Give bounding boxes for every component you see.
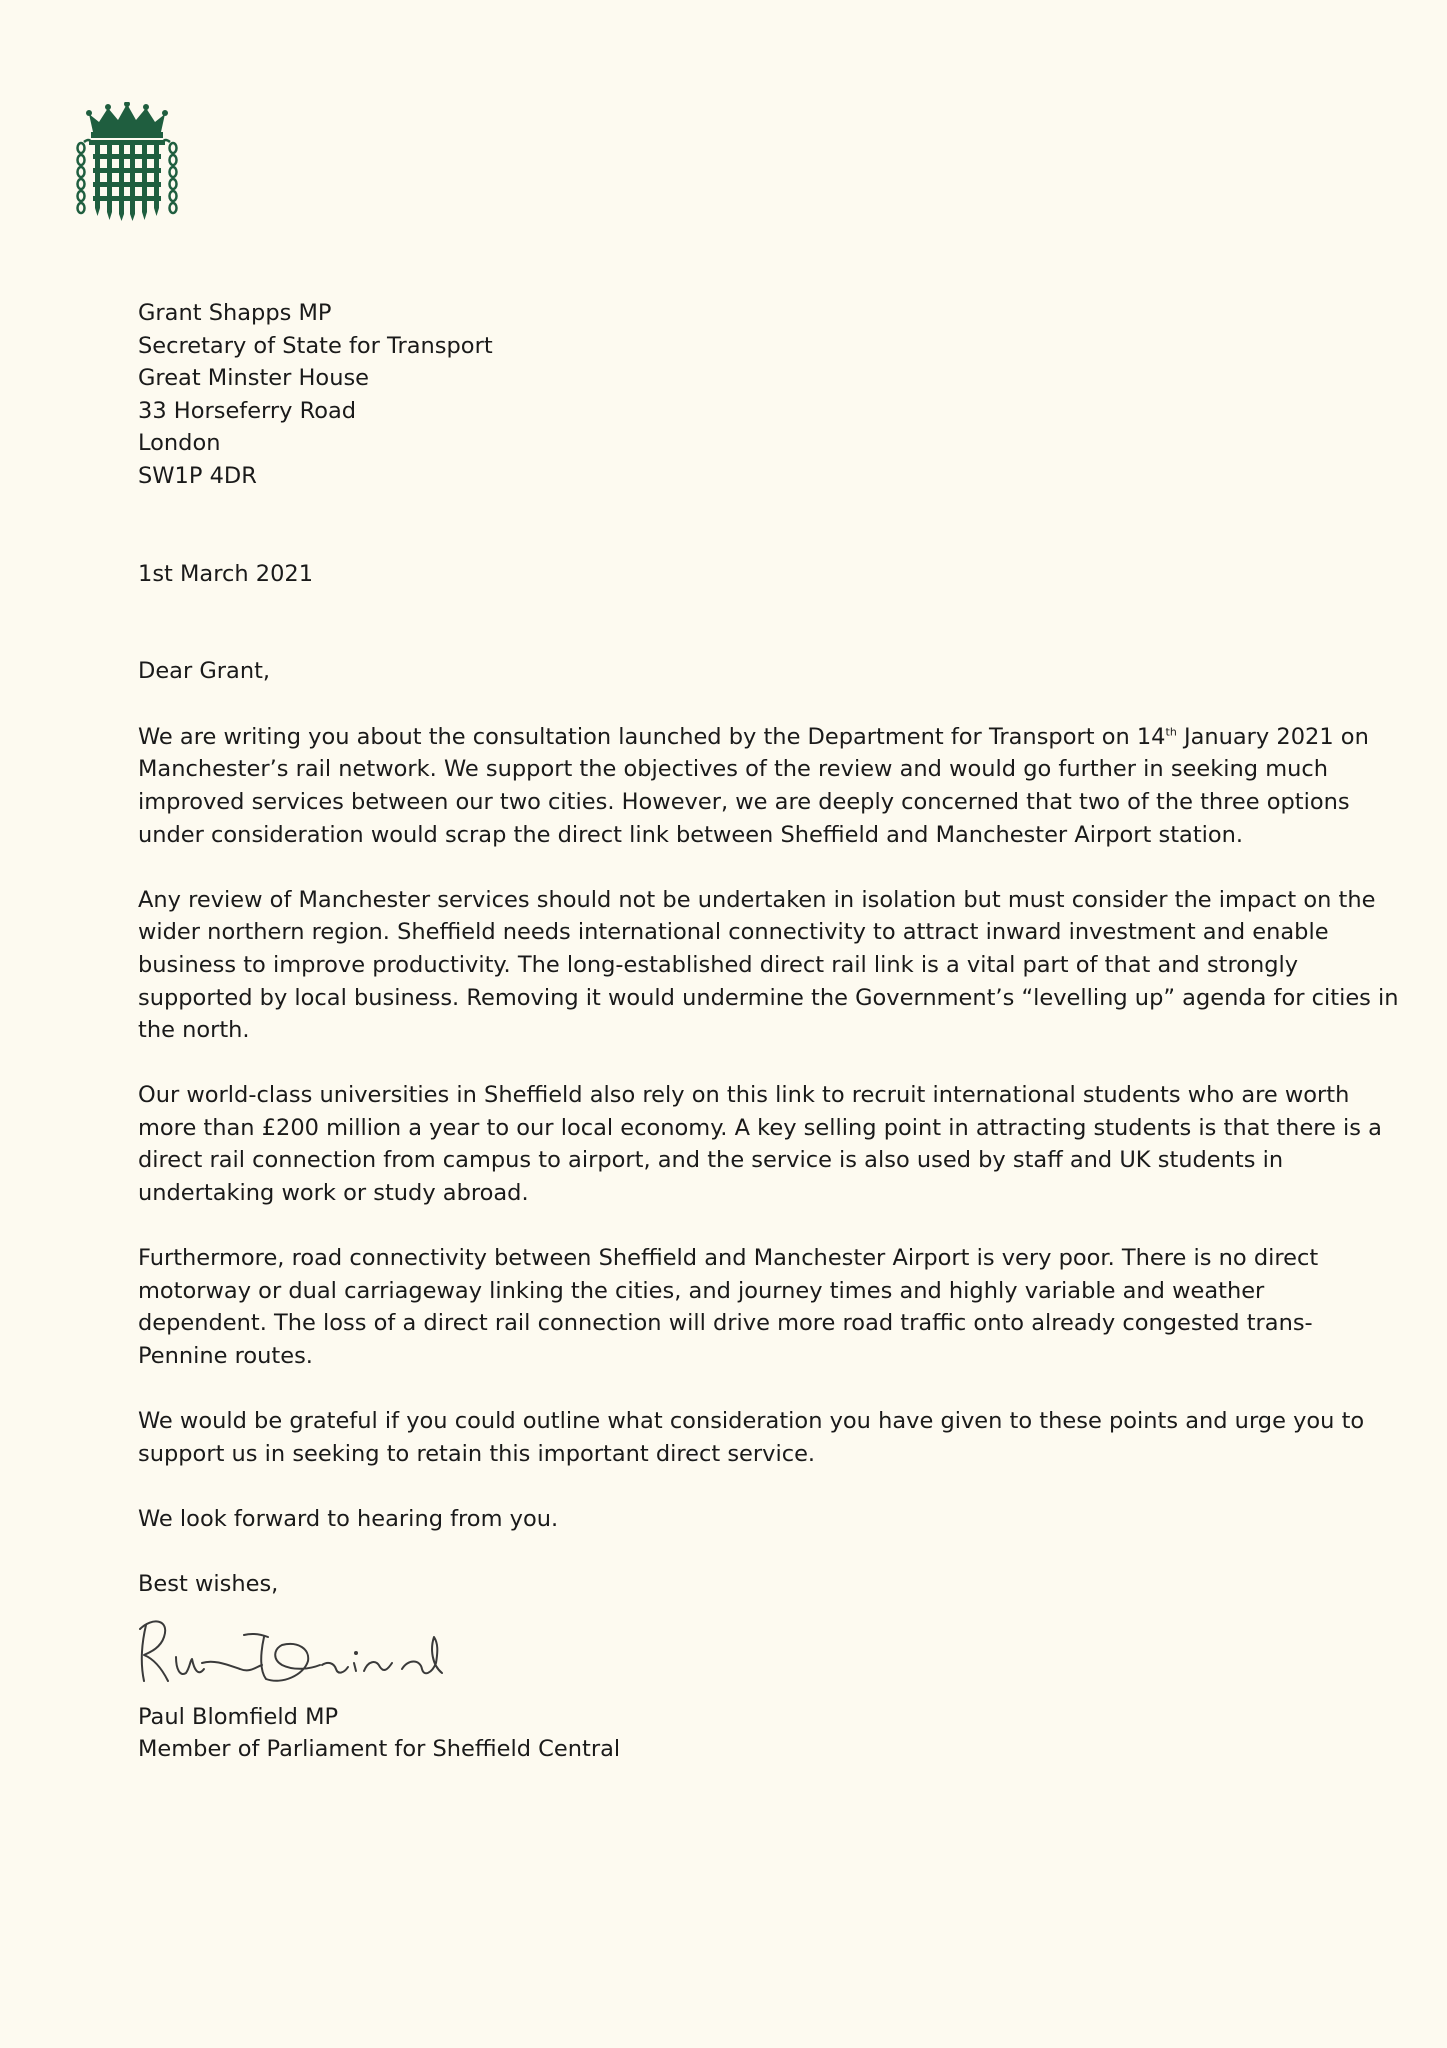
paragraph-line: support us in seeking to retain this important direct service. [138, 1440, 816, 1467]
paragraph-line: business to improve productivity. The long-established direct rail link is a vital part of that and strongly [138, 951, 1299, 978]
recipient-postcode: SW1P 4DR [138, 462, 257, 489]
paragraph-line: We would be grateful if you could outline what consideration you have given to these points and urge you to [138, 1408, 1365, 1435]
spacer [138, 688, 1348, 721]
recipient-city: London [138, 430, 221, 457]
paragraph-line: motorway or dual carriageway linking the cities, and journey times and highly variable and weather [138, 1277, 1265, 1304]
closing: Best wishes, [138, 1571, 279, 1598]
paragraph-line: dependent. The loss of a direct rail connection will drive more road traffic onto already congested trans- [138, 1310, 1313, 1337]
paragraph-4 [138, 1242, 1348, 1372]
recipient-building: Great Minster House [138, 365, 370, 392]
paragraph-line: more than £200 million a year to our local economy. A key selling point in attracting students is that there is a [138, 1114, 1382, 1141]
paragraph-line: direct rail connection from campus to airport, and the service is also used by staff and UK students in [138, 1147, 1284, 1174]
salutation: Dear Grant, [138, 658, 271, 685]
recipient-position: Secretary of State for Transport [138, 332, 493, 359]
paragraph-line: wider northern region. Sheffield needs international connectivity to attract inward investment and enable [138, 919, 1329, 946]
text-fragment: We are writing you about the consultation launched by the Department for Transport on 14 [138, 723, 1166, 750]
recipient-street: 33 Horseferry Road [138, 397, 357, 424]
letter-date: 1st March 2021 [138, 560, 314, 587]
paragraph-line: the north. [138, 1017, 250, 1044]
recipient-address [138, 297, 1348, 493]
spacer [138, 590, 1348, 655]
paragraph-line: Our world-class universities in Sheffield also rely on this link to recruit international students who are worth [138, 1082, 1350, 1109]
paragraph-2 [138, 884, 1399, 1047]
paragraph-line: Pennine routes. [138, 1343, 313, 1370]
paragraph-3 [138, 1079, 1382, 1209]
paragraph-1 [138, 721, 1369, 851]
paragraph-line: Manchester’s rail network. We support the objectives of the review and would go further in seeking much [138, 756, 1329, 783]
letter-content [138, 297, 1399, 1766]
ordinal-suffix: th [1165, 725, 1177, 739]
paragraph-line: under consideration would scrap the direct link between Sheffield and Manchester Airport station. [138, 821, 1244, 848]
paragraph-line: undertaking work or study abroad. [138, 1180, 529, 1207]
text-fragment: January 2021 on [1176, 723, 1369, 750]
portcullis-icon [75, 102, 179, 222]
signature-image [132, 1607, 522, 1697]
paragraph-line: improved services between our two cities. However, we are deeply concerned that two of the three options [138, 788, 1350, 815]
paragraph-line: supported by local business. Removing it would undermine the Government’s “levelling up” agenda for cities in [138, 984, 1399, 1011]
paragraph-line [138, 721, 1369, 754]
paragraph-line: Any review of Manchester services should not be undertaken in isolation but must consider the impact on the [138, 886, 1376, 913]
paragraph-line: We look forward to hearing from you. [138, 1506, 559, 1532]
paragraph-line: Furthermore, road connectivity between Sheffield and Manchester Airport is very poor. There is no direct [138, 1245, 1319, 1272]
recipient-name: Grant Shapps MP [138, 300, 332, 326]
paragraph-5 [138, 1405, 1365, 1470]
signatory-title: Member of Parliament for Sheffield Central [138, 1736, 621, 1763]
spacer [138, 493, 1348, 558]
paragraph-6 [138, 1503, 1348, 1536]
signatory-name: Paul Blomfield MP [138, 1703, 339, 1730]
